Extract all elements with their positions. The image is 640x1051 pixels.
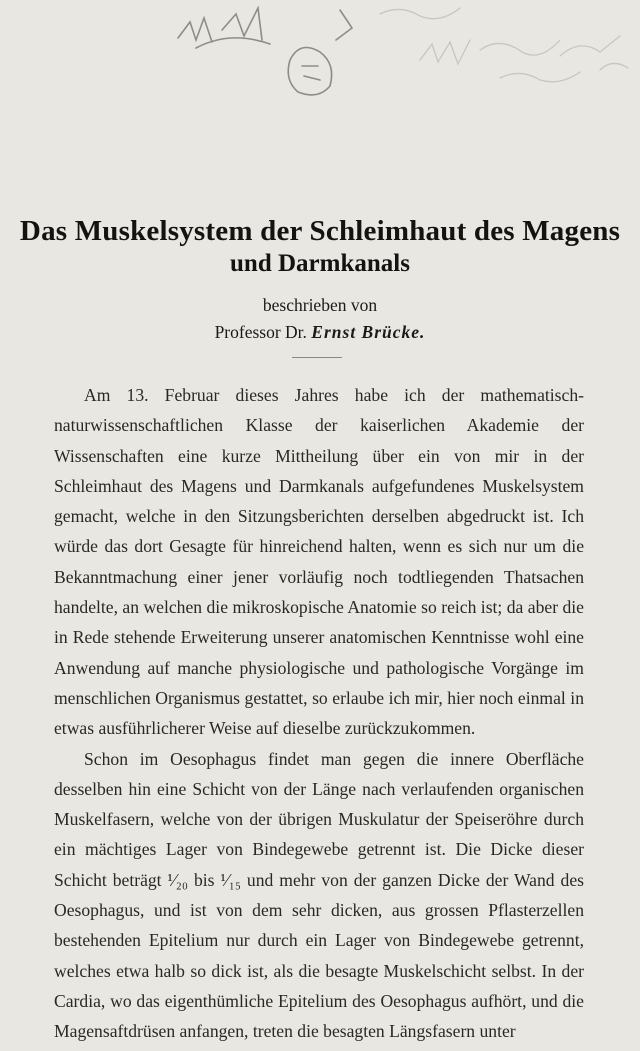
- author-line: [0, 322, 640, 343]
- byline-intro: beschrieben von: [262, 295, 378, 315]
- paragraph-text: bis: [188, 869, 221, 890]
- paragraph: Am 13. Februar dieses Jahres habe ich der mathematisch-naturwissenschaftlichen Klasse der kaiserlichen Akademie der Wissenschaften eine kurze Mittheilung über ein von mir in der Schleimhaut des Magens und Darmkanals aufgefundenes Muskelsystem gemacht, welche in den Sitzungsberichten derselben abgedruckt ist. Ich würde das dort Gesagte für hinreichend halten, wenn es sich nur um die Bekanntmachung einer jener vorläufig noch todtliegenden Thatsachen handelte, an welchen die mikroskopische Anatomie so reich ist; da aber die in Rede stehende Erweiterung unserer anatomischen Kenntnisse wohl eine Anwendung auf manche physiologische und pathologische Vorgänge im menschlichen Organismus gestattet, so erlaube ich mir, hier noch einmal in etwas ausführlicherer Weise auf dieselbe zurückzukommen.: [54, 385, 584, 739]
- paragraph: [54, 744, 584, 1047]
- handwritten-pencil-marks: [0, 0, 640, 110]
- page-title: Das Muskelsystem der Schleimhaut des Magens: [19, 215, 621, 247]
- author-prefix: Professor Dr.: [214, 322, 307, 342]
- page-title-line2: und Darmkanals: [230, 250, 410, 277]
- paragraph-text: Schon im Oesophagus findet man gegen die innere Oberfläche desselben hin eine Schicht von der Länge nach verlaufenden organischen Muskelfasern, welche von der übrigen Muskulatur der Speiseröhre durch ein mächtiges Lager von Bindegewebe getrennt ist. Die Dicke dieser Schicht beträgt: [54, 748, 584, 890]
- fraction: ¹⁄₂₀: [167, 869, 189, 890]
- fraction: ¹⁄₁₅: [220, 869, 241, 890]
- article-body: [54, 380, 584, 1047]
- divider-rule: [292, 357, 342, 358]
- paragraph-text: und mehr von der ganzen Dicke der Wand des Oesophagus, und ist von dem sehr dicken, aus grossen Pflasterzellen bestehenden Epitelium nur durch ein Lager von Bindegewebe getrennt, welches etwa halb so dick ist, als die besagte Muskelschicht selbst. In der Cardia, wo das eigenthümliche Epitelium des Oesophagus aufhört, und die Magensaftdrüsen anfangen, treten die besagten Längsfasern unter: [54, 869, 584, 1042]
- author-name: Ernst Brücke.: [311, 322, 426, 342]
